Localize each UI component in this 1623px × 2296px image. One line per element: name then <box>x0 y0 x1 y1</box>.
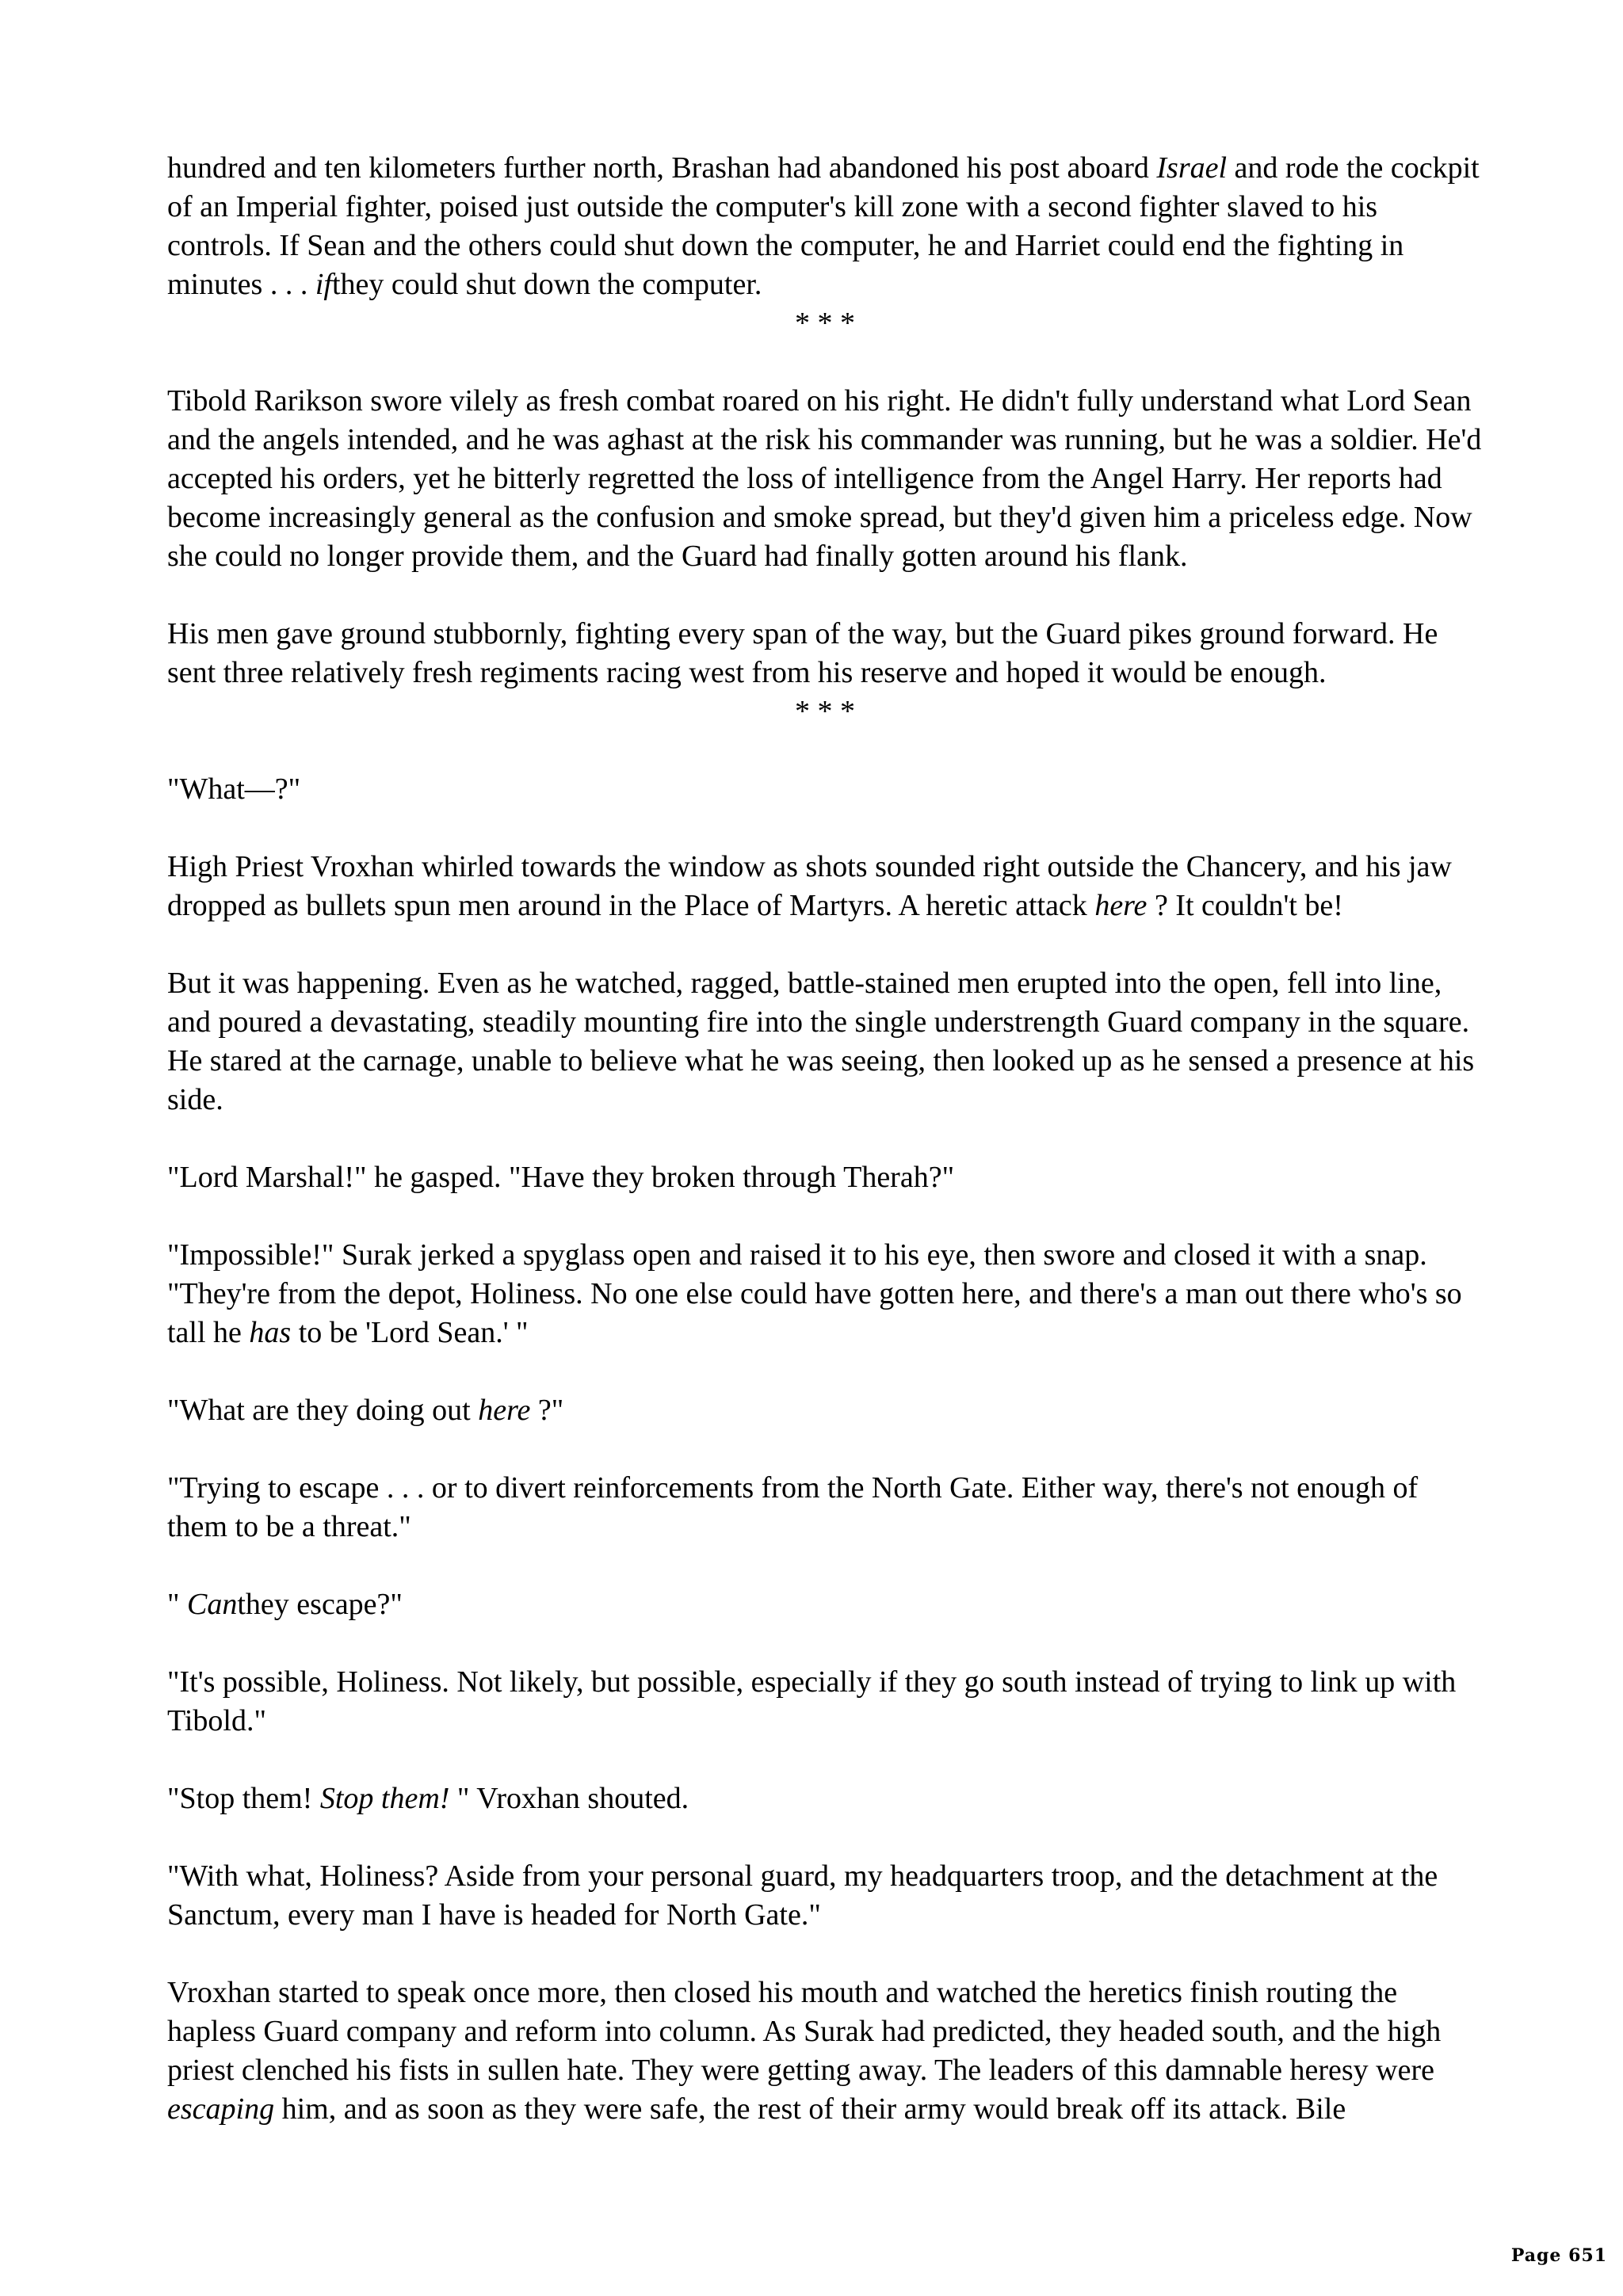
page-number: Page 651 <box>1510 2245 1607 2266</box>
page-body <box>167 149 1483 2129</box>
paragraph-1: hundred and ten kilometers further north, Brashan had abandoned his post aboard Israel and rode the cockpit of an Imperial fighter, poised just outside the computer's kill zone with a second fighter slaved to his controls. If Sean and the others could shut down the computer, he and Harriet could end the fighting in minutes . . . ifthey could shut down the computer. <box>167 151 1480 301</box>
paragraph-6: But it was happening. Even as he watched, ragged, battle-stained men erupted into the open, fell into line, and poured a devastating, steadily mounting fire into the single understrength Guard company in the square. He stared at the carnage, unable to believe what he was seeing, then looked up as he sensed a presence at his side. <box>167 967 1475 1116</box>
paragraph-8: "Impossible!" Surak jerked a spyglass open and raised it to his eye, then swore and closed it with a snap. "They're from the depot, Holiness. No one else could have gotten here, and there's a man out there who's so tall he has to be 'Lord Sean.' " <box>167 1238 1462 1349</box>
paragraph-14: "With what, Holiness? Aside from your personal guard, my headquarters troop, and the detachment at the Sanctum, every man I have is headed for North Gate." <box>167 1859 1438 1932</box>
paragraph-9: "What are they doing out here ?" <box>167 1394 564 1427</box>
paragraph-2: Tibold Rarikson swore vilely as fresh combat roared on his right. He didn't fully understand what Lord Sean and the angels intended, and he was aghast at the risk his commander was running, but he was a soldier. He'd accepted his orders, yet he bitterly regretted the loss of intelligence from the Angel Harry. Her reports had become increasingly general as the confusion and smoke spread, but they'd given him a priceless edge. Now she could no longer provide them, and the Guard had finally gotten around his flank. <box>167 384 1482 573</box>
paragraph-15: Vroxhan started to speak once more, then closed his mouth and watched the heretics finish routing the hapless Guard company and reform into column. As Surak had predicted, they headed south, and the high priest clenched his fists in sullen hate. They were getting away. The leaders of this damnable heresy were escaping him, and as soon as they were safe, the rest of their army would break off its attack. Bile <box>167 1976 1442 2126</box>
scene-separator: * * * <box>795 307 855 340</box>
paragraph-3: His men gave ground stubbornly, fighting every span of the way, but the Guard pikes ground forward. He sent three relatively fresh regiments racing west from his reserve and hoped it would be enough. <box>167 617 1438 689</box>
paragraph-7: "Lord Marshal!" he gasped. "Have they broken through Therah?" <box>167 1161 955 1194</box>
paragraph-5: High Priest Vroxhan whirled towards the window as shots sounded right outside the Chancery, and his jaw dropped as bullets spun men around in the Place of Martyrs. A heretic attack here ? It couldn't be! <box>167 850 1452 922</box>
scene-separator: * * * <box>795 695 855 728</box>
paragraph-11: " Canthey escape?" <box>167 1588 403 1621</box>
paragraph-4: "What—?" <box>167 772 301 806</box>
paragraph-13: "Stop them! Stop them! " Vroxhan shouted. <box>167 1782 689 1815</box>
paragraph-12: "It's possible, Holiness. Not likely, but possible, especially if they go south instead of trying to link up with Tibold." <box>167 1665 1457 1737</box>
paragraph-10: "Trying to escape . . . or to divert reinforcements from the North Gate. Either way, there's not enough of them to be a threat." <box>167 1471 1419 1543</box>
